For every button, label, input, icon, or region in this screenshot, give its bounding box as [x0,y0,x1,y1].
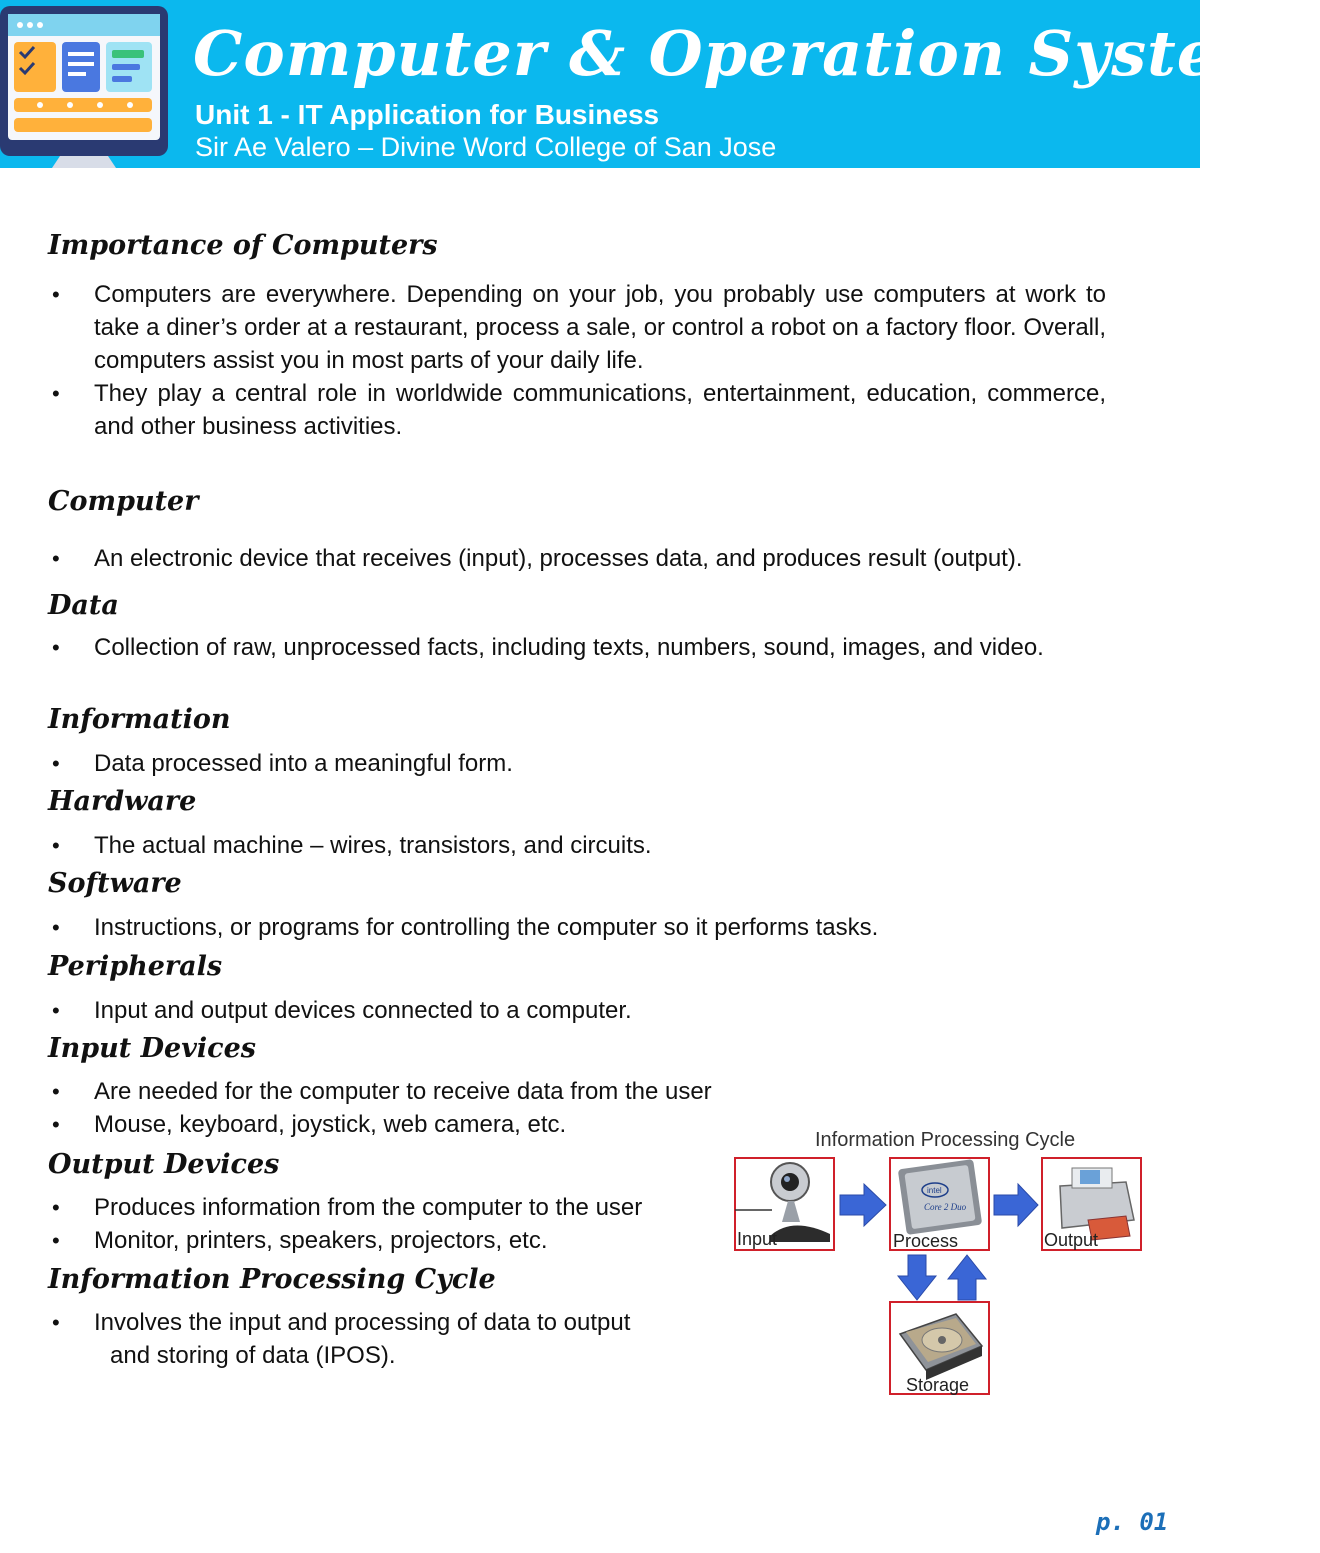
list-item: • Data processed into a meaningful form. [48,747,513,780]
list-item: • Produces information from the computer to the user [48,1191,642,1224]
heading-output-devices: Output Devices [48,1149,280,1180]
storage-label: Storage [906,1375,970,1395]
continuation-text: and storing of data (IPOS). [110,1342,396,1369]
input-label: Input [737,1229,778,1249]
output-devices-list [48,1191,642,1257]
header-banner [0,0,1320,168]
page-number: p. 01 [1096,1508,1169,1536]
heading-input-devices: Input Devices [48,1033,256,1064]
process-node [890,1158,989,1251]
output-node [1042,1158,1141,1250]
heading-information: Information [48,704,231,735]
list-item: • Are needed for the computer to receive data from the user [48,1075,712,1108]
list-item: • An electronic device that receives (input), processes data, and produces result (output). [48,542,1023,575]
cpu-icon [898,1159,982,1235]
heading-computer: Computer [48,486,199,517]
cpu-model-text: Core 2 Duo [924,1202,967,1212]
heading-software: Software [48,868,182,899]
document-title: Computer & Operation Systems [193,17,1320,90]
list-item: • Mouse, keyboard, joystick, web camera, etc. [48,1108,712,1141]
storage-node [890,1302,989,1395]
monitor-dashboard-icon [0,0,175,168]
arrow-up-icon [948,1255,986,1300]
list-item: • Monitor, printers, speakers, projectors, etc. [48,1224,642,1257]
information-list [48,747,513,780]
arrow-right-icon [840,1184,886,1226]
heading-importance: Importance of Computers [48,230,438,261]
unit-subtitle: Unit 1 - IT Application for Business [195,99,660,130]
cpu-brand-text: intel [927,1186,942,1195]
list-item: • They play a central role in worldwide communications, entertainment, education, commerce, and other business activities. [48,377,1106,443]
heading-data: Data [48,590,119,621]
heading-hardware: Hardware [48,786,197,817]
arrow-down-icon [898,1255,936,1300]
process-label: Process [893,1231,959,1251]
ipc-list [48,1306,630,1372]
input-devices-list [48,1075,712,1141]
computer-list [48,542,1023,575]
arrow-right-icon [994,1184,1038,1226]
hardware-list [48,829,652,862]
output-label: Output [1044,1230,1099,1250]
diagram-title: Information Processing Cycle [815,1129,1076,1151]
list-item-continuation [48,1339,630,1372]
heading-peripherals: Peripherals [48,951,223,982]
list-item: • The actual machine – wires, transistors, and circuits. [48,829,652,862]
software-list [48,911,878,944]
list-item: • Input and output devices connected to a computer. [48,994,632,1027]
peripherals-list [48,994,632,1027]
ipc-diagram [730,1124,1150,1404]
list-item: • Instructions, or programs for controlling the computer so it performs tasks. [48,911,878,944]
heading-ipc: Information Processing Cycle [48,1264,496,1295]
list-item: • Collection of raw, unprocessed facts, including texts, numbers, sound, images, and video. [48,631,1106,664]
importance-list [48,278,1106,443]
data-list [48,631,1106,664]
input-node [735,1158,834,1250]
author-line: Sir Ae Valero – Divine Word College of San Jose [195,132,777,162]
list-item: • Computers are everywhere. Depending on your job, you probably use computers at work to take a diner’s order at a restaurant, process a sale, or control a robot on a factory floor. Overall, computers assist you in most parts of your daily life. [48,278,1106,377]
list-item: • Involves the input and processing of data to output [48,1306,630,1339]
